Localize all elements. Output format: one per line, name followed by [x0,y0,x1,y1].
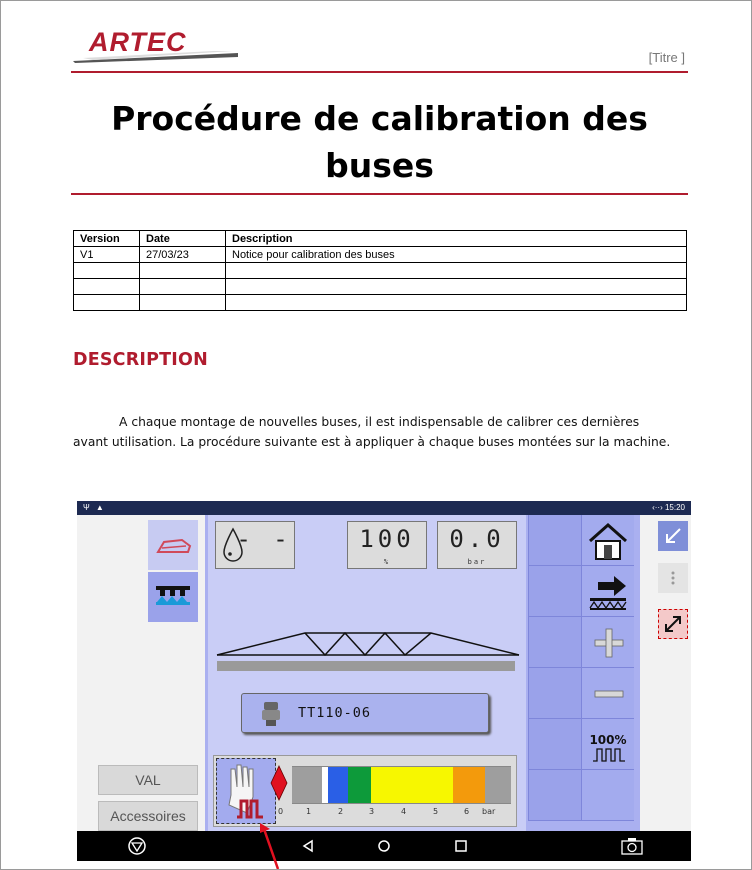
cell-version [74,295,140,311]
embedded-screenshot [77,501,691,861]
boom-arrow-icon [582,566,635,617]
table-row [74,247,687,263]
percent-unit: % [383,558,391,566]
column-header-description: Description [226,231,687,247]
calibration-button[interactable] [216,758,276,824]
nozzle-label: TT110-06 [298,705,372,721]
status-bar [77,501,691,515]
clock: 15:20 [664,503,685,512]
minus-button[interactable] [581,668,634,719]
expand-icon [659,610,687,638]
boom-nozzles-icon [148,572,198,622]
table-row [74,295,687,311]
pressure-value: 0.0 [449,525,505,553]
camera-icon[interactable] [621,837,643,855]
cell-date [140,263,226,279]
right-button-grid [528,515,634,821]
pressure-gauge [213,755,517,827]
cell-version [74,263,140,279]
navigation-bar [77,831,691,861]
plus-button[interactable] [581,617,634,668]
gauge-segment [453,766,485,804]
rate-reset-button[interactable] [581,719,634,770]
header-rule [71,71,688,73]
logo-circle-icon[interactable] [127,836,147,856]
gauge-tick-label: bar [482,807,496,816]
transfer-button[interactable] [581,566,634,617]
grid-cell[interactable] [528,770,581,821]
nozzle-icon [258,700,284,728]
gauge-segment [348,766,371,804]
back-icon[interactable] [301,839,315,853]
gauge-segment [328,766,348,804]
annotation-arrow [256,823,286,870]
minus-icon [582,668,635,719]
val-button[interactable]: VAL [98,765,198,795]
arrow-down-left-icon [658,521,688,551]
description-paragraph: A chaque montage de nouvelles buses, il est indispensable de calibrer ces dernières avant utilisation. La procédure suivante est à appliquer à chaque buses montées sur la machine. [73,415,671,449]
section-heading: DESCRIPTION [73,350,208,370]
gauge-tick-label: 1 [306,807,312,816]
document-title-line2: buses [325,146,434,185]
gauge-segment [371,766,453,804]
status-icons: Ψ ▲ [83,503,106,512]
version-table [73,230,687,311]
pressure-unit: bar [467,558,487,566]
artec-logo [73,27,238,63]
more-vertical-icon [658,563,688,593]
pulse-icon [592,747,626,763]
gauge-tick-label: 2 [338,807,344,816]
grid-cell[interactable] [528,719,581,770]
title-rule [71,193,688,195]
sprayer-body-icon [148,520,198,570]
cell-version [74,279,140,295]
accessories-button[interactable]: Accessoires [98,801,198,831]
gauge-segment [292,766,322,804]
nozzle-select-button[interactable] [241,693,489,733]
column-header-date: Date [140,231,226,247]
boom-diagram [215,625,521,675]
cell-date [140,279,226,295]
status-time: ‹··› 15:20 [652,503,685,512]
document-title [71,95,688,189]
home-circle-icon[interactable] [377,839,391,853]
percent-display [347,521,427,569]
gauge-tick-label: 0 [278,807,284,816]
gauge-segment [485,766,511,804]
nozzles-view-button[interactable] [148,572,198,622]
rate-label: 100% [589,733,627,747]
svg-text:ARTEC: ARTEC [89,27,187,57]
grid-cell[interactable] [528,668,581,719]
fullscreen-button[interactable] [658,609,688,639]
gauge-tick-label: 4 [401,807,407,816]
home-button[interactable] [581,515,634,566]
grid-cell[interactable] [528,566,581,617]
grid-cell[interactable] [528,515,581,566]
document-title-line1: Procédure de calibration des [111,99,648,138]
grid-cell[interactable] [581,770,634,821]
red-diamond-marker [269,764,289,802]
grid-cell[interactable] [528,617,581,668]
minimize-button[interactable] [658,521,688,551]
left-column [77,515,205,831]
cell-description [226,279,687,295]
title-placeholder: [Titre ] [648,50,685,65]
far-right-column [640,515,691,831]
tractor-view-button[interactable] [148,520,198,570]
cell-date: 27/03/23 [140,247,226,263]
column-header-version: Version [74,231,140,247]
pressure-display [437,521,517,569]
percent-value: 100 [359,525,415,553]
flow-display [215,521,295,569]
cell-description [226,263,687,279]
gauge-tick-label: 5 [433,807,439,816]
table-row [74,279,687,295]
gauge-tick-label: 3 [369,807,375,816]
table-row [74,263,687,279]
cell-description [226,295,687,311]
glove-pulse-icon [217,759,275,823]
plus-icon [582,617,635,668]
cell-date [140,295,226,311]
cell-version: V1 [74,247,140,263]
version-table-header [74,231,687,247]
flow-value: - - [236,525,292,553]
more-button[interactable] [658,563,688,593]
recent-apps-icon[interactable] [454,839,468,853]
house-icon [582,515,635,566]
cell-description: Notice pour calibration des buses [226,247,687,263]
gauge-tick-label: 6 [464,807,470,816]
